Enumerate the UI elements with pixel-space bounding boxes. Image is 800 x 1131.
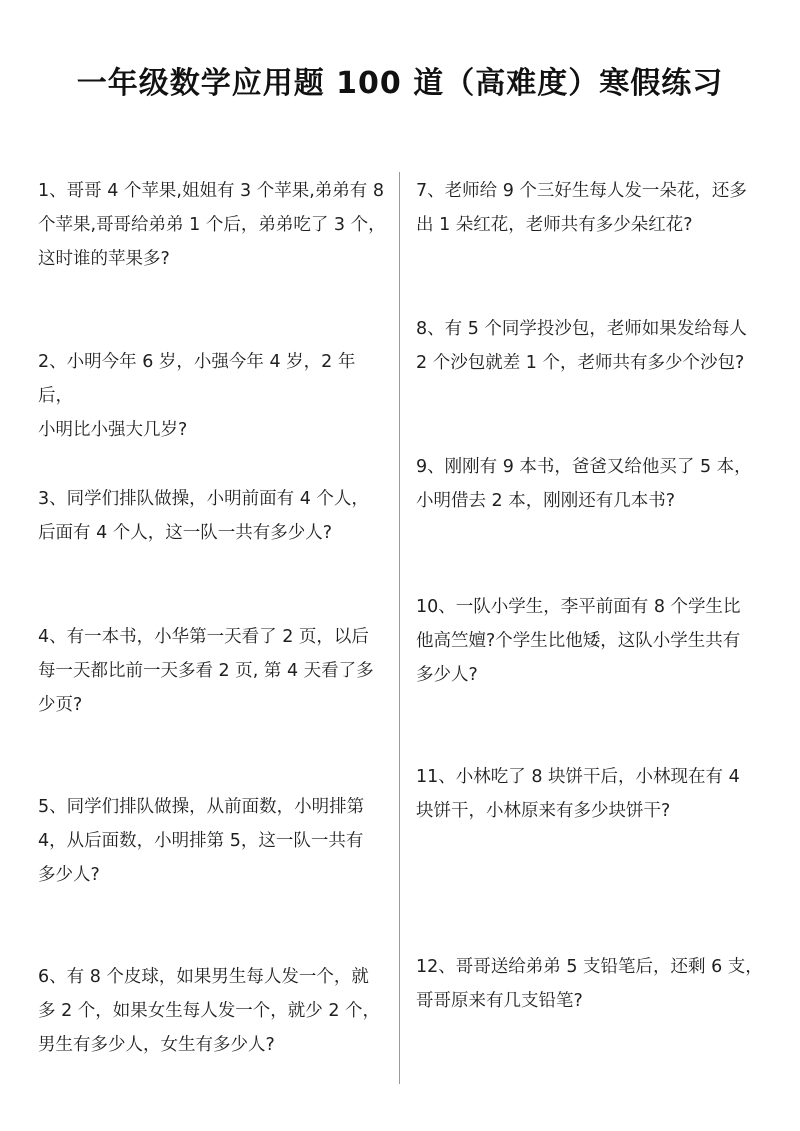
question-9: 9、刚刚有 9 本书，爸爸又给他买了 5 本， 小明借去 2 本，刚刚还有几本书? — [416, 457, 752, 511]
column-divider — [399, 172, 400, 1084]
question-6: 6、有 8 个皮球，如果男生每人发一个，就 多 2 个，如果女生每人发一个，就少 2 个， 男生有多少人，女生有多少人? — [38, 967, 381, 1055]
question-5: 5、同学们排队做操，从前面数，小明排第 4，从后面数，小明排第 5，这一队一共有 多少人? — [38, 797, 365, 885]
question-1: 1、哥哥 4 个苹果,姐姐有 3 个苹果,弟弟有 8 个苹果,哥哥给弟弟 1 个后，弟弟吃了 3 个， 这时谁的苹果多? — [38, 181, 386, 269]
question-11: 11、小林吃了 8 块饼干后，小林现在有 4 块饼干，小林原来有多少块饼干? — [416, 767, 740, 821]
question-2: 2、小明今年 6 岁，小强今年 4 岁，2 年后， 小明比小强大几岁? — [38, 352, 356, 440]
question-4: 4、有一本书，小华第一天看了 2 页，以后 每一天都比前一天多看 2 页, 第 4 天看了多 少页? — [38, 627, 374, 715]
page-title: 一年级数学应用题 100 道（高难度）寒假练习 — [76, 66, 724, 101]
question-12: 12、哥哥送给弟弟 5 支铅笔后，还剩 6 支， 哥哥原来有几支铅笔? — [416, 957, 763, 1011]
question-10: 10、一队小学生，李平前面有 8 个学生比 他高竺嬗?个学生比他矮，这队小学生共有 多少人? — [416, 597, 741, 685]
question-3: 3、同学们排队做操，小明前面有 4 个人， 后面有 4 个人，这一队一共有多少人? — [38, 489, 369, 543]
question-7: 7、老师给 9 个三好生每人发一朵花，还多 出 1 朵红花，老师共有多少朵红花? — [416, 181, 747, 235]
question-8: 8、有 5 个同学投沙包，老师如果发给每人 2 个沙包就差 1 个，老师共有多少个沙包? — [416, 319, 747, 373]
